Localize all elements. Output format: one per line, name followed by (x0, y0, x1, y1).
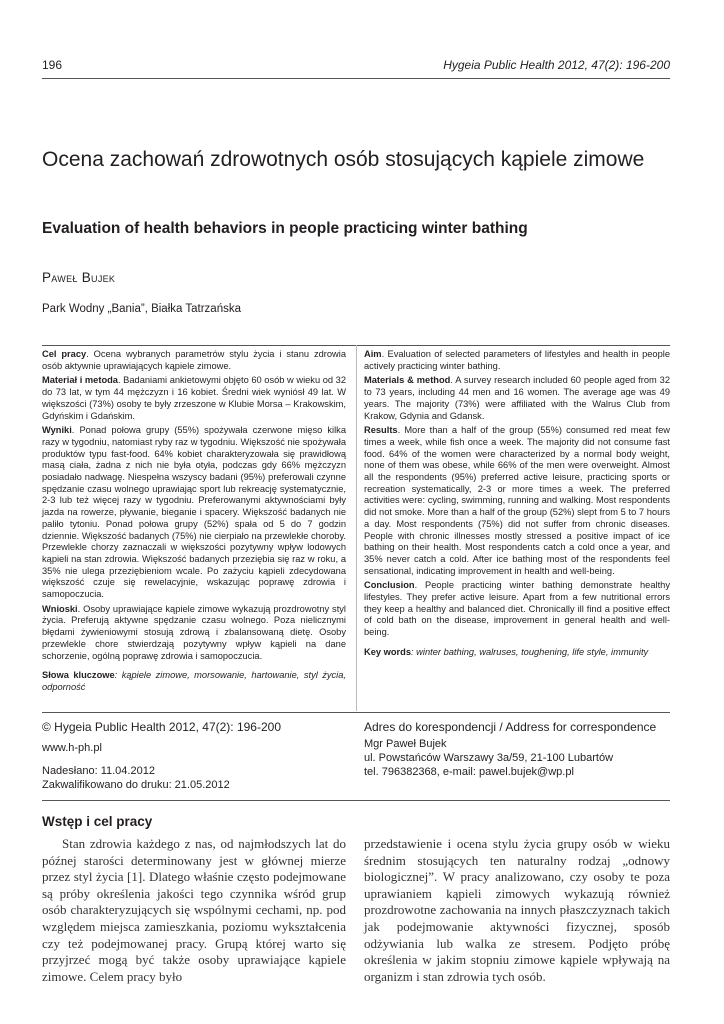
abstract-column-divider (356, 345, 357, 711)
author-name: Paweł Bujek (42, 270, 116, 285)
correspondence-contact: tel. 796382368, e-mail: pawel.bujek@wp.pl (364, 766, 574, 778)
abstract-en-conclusion (364, 580, 670, 639)
abstract-pl-aim (42, 349, 346, 372)
abstract-en-aim (364, 349, 670, 372)
article-title-polish: Ocena zachowań zdrowotnych osób stosujących kąpiele zimowe (42, 148, 645, 171)
abstract-bottom-rule (42, 712, 670, 713)
header-rule (42, 78, 670, 79)
intro-paragraph-right: przedstawienie i ocena stylu życia grupy osób w wieku średnim stosujących ten naturalny rodzaj „odnowy biologicznej”. W pracy analizowano, czy osoby te poza uprawianiem kąpieli zimowych wykazują również prozdrowotne zachowania na innych płaszczyznach takich jak podejmowanie aktywności fizycznej, sposób odżywiania lub walka ze stresem. Podjęto próbę określenia w jakim stopniu zimowe kąpiele wpływają na organizm i stan zdrowia tych osób. (364, 836, 670, 984)
correspondence-heading: Adres do korespondencji / Address for correspondence (364, 720, 657, 734)
abstract-en-keywords (364, 647, 670, 659)
journal-reference: Hygeia Public Health 2012, 47(2): 196-200 (443, 58, 670, 72)
abstract-english (364, 349, 670, 662)
abstract-en-results-text: . More than a half of the group (55%) consumed red meat few times a week, while fish once a week. The majority did not consume fast food. 64% of the women were characterized by a normal body weight, none of them was obese, while 66% of the men were overweight. Almost all the respondents (95%) preferred active leisure, practicing sports or recreation systematically, 2-3 or more times a week. The preferred activities were: cycling, swimming, running and walking. Most respondents did not smoke. More than a half of the group (52%) slept from 5 to 7 hours a day. Most respondents (75%) did not suffer from chronic diseases. People with chronic illnesses mostly stressed a positive impact of ice bathing on their health. Most respondents catch a cold once a year, and 35% never catch a cold. After ice bathing most of the respondents feel sensational, indicating improvement in health and well-being. (364, 425, 670, 576)
publication-info (42, 720, 342, 792)
correspondence-address: ul. Powstańców Warszawy 3a/59, 21-100 Lubartów (364, 752, 614, 764)
info-bottom-rule (42, 800, 670, 801)
abstract-en-methods-text: . A survey research included 60 people aged from 32 to 73 years, including 44 men and 16 women. The average age was 49 years. The majority (73%) were affiliated with the Walrus Club from Krakow, Gdynia and Gdansk. (364, 375, 670, 421)
abstract-pl-methods-text: . Badaniami ankietowymi objęto 60 osób w wieku od 32 do 73 lat, w tym 44 mężczyzn i 16 kobiet. Średni wiek wyniósł 49 lat. W większości (73%) osoby te były zrzeszone w Klubie Morsa – Krakowskim, Gdyńskim i Gdańskim. (42, 375, 347, 421)
abstract-en-results (364, 425, 670, 577)
abstract-pl-results (42, 425, 346, 601)
abstract-pl-results-text: . Ponad połowa grupy (55%) spożywała czerwone mięso kilka razy w tygodniu, natomiast ryby raz w tygodniu. Większość nie spożywała produktów typu fast-food. 64% kobiet charakteryzowała się prawidłową masą ciała, żadna z nich nie była otyła, podczas gdy 66% mężczyzn posiadało nadwagę. Niespełna wszyscy badani (95%) preferowali czynne spędzanie czasu wolnego uprawiając sport lub rekreację systematycznie, 2-3 lub też więcej razy w tygodniu. Preferowanymi aktywnościami były jazda na rowerze, pływanie, bieganie i spacery. Większość badanych nie paliło tytoniu. Ponad połowa grupy (52%) spała od 5 do 7 godzin dziennie. Większość badanych (75%) nie cierpiało na przewlekłe choroby. Przewlekle chorzy zaznaczali w większości pozytywny wpływ lodowych kąpieli na stan zdrowia. Większość badanych przeziębia się raz w roku, a 35% nie ulega przeziębieniom wcale. Po zażyciu kąpieli zdecydowana większość czuje się rewelacyjnie, wskazując poprawę zdrowia i samopoczucia. (42, 425, 346, 600)
abstract-en-aim-text: . Evaluation of selected parameters of lifestyles and health in people actively practicing winter bathing. (364, 349, 670, 371)
abstract-en-aim-label: Aim (364, 349, 382, 359)
abstract-pl-aim-text: . Ocena wybranych parametrów stylu życia i stanu zdrowia osób aktywnie uprawiających kąpiele zimowe. (42, 349, 347, 371)
accepted-date: Zakwalifikowano do druku: 21.05.2012 (42, 779, 230, 791)
correspondence-block (364, 720, 670, 779)
abstract-pl-keywords (42, 670, 346, 693)
abstract-en-methods-label: Materials & method (364, 375, 451, 386)
abstract-pl-methods-label: Materiał i metoda (42, 375, 118, 386)
copyright-line: © Hygeia Public Health 2012, 47(2): 196-200 (42, 720, 281, 734)
abstract-en-conclusion-label: Conclusion (364, 580, 415, 591)
abstract-pl-keywords-text: : kąpiele zimowe, morsowanie, hartowanie, styl życia, odporność (42, 670, 346, 692)
abstract-en-methods (364, 375, 670, 422)
author-affiliation: Park Wodny „Bania”, Białka Tatrzańska (42, 303, 241, 315)
abstract-pl-methods (42, 375, 346, 422)
correspondence-name: Mgr Paweł Bujek (364, 738, 447, 750)
article-title-english: Evaluation of health behaviors in people practicing winter bathing (42, 220, 528, 237)
abstract-en-conclusion-text: . People practicing winter bathing demonstrate healthy lifestyles. They prefer active leisure. Apart from a few nutritional errors they keep a healthy and balanced diet. Chronically ill find a positive effect of cold bath on the disease, improvement in general health and well-being. (364, 580, 670, 638)
abstract-en-results-label: Results (364, 425, 398, 436)
abstract-polish (42, 349, 346, 697)
page-number: 196 (42, 58, 63, 72)
intro-column-left (42, 836, 346, 985)
abstract-pl-results-label: Wyniki (42, 425, 72, 436)
abstract-en-keywords-label: Key words (364, 646, 412, 657)
abstract-pl-conclusions-label: Wnioski (42, 603, 78, 614)
received-date: Nadesłano: 11.04.2012 (42, 765, 155, 777)
journal-website-link[interactable]: www.h-ph.pl (42, 742, 102, 754)
section-heading-introduction: Wstęp i cel pracy (42, 814, 153, 829)
abstract-pl-aim-label: Cel pracy (42, 349, 87, 359)
abstract-pl-keywords-label: Słowa kluczowe (42, 670, 115, 681)
abstract-pl-conclusions (42, 604, 346, 663)
abstract-en-keywords-text: : winter bathing, walruses, toughening, life style, immunity (411, 646, 649, 657)
intro-column-right (364, 836, 670, 985)
abstract-pl-conclusions-text: . Osoby uprawiające kąpiele zimowe wykazują prozdrowotny styl życia. Preferują aktywne spędzanie czasu wolnego. Poza nielicznymi błędami żywieniowymi stosują zdrową i zbalansowaną dietę. Osoby przewlekle chore stwierdzają pozytywny wpływ kąpieli na dane schorzenie, ogólną poprawę zdrowia i samopoczucia. (42, 603, 346, 661)
intro-paragraph-left: Stan zdrowia każdego z nas, od najmłodszych lat do późnej starości determinowany jest w głównej mierze przez styl życia [1]. Dlatego właśnie często podejmowane są próby określenia jakości tego czynnika wśród grup osób charakteryzujących się wspólnymi cechami, np. pod względem miejsca zamieszkania, poziomu wykształcenia czy też podejmowanej pracy. Grupą której warto się przyjrzeć mogą być także osoby uprawiające kąpiele zimowe. Celem pracy było (42, 836, 346, 984)
